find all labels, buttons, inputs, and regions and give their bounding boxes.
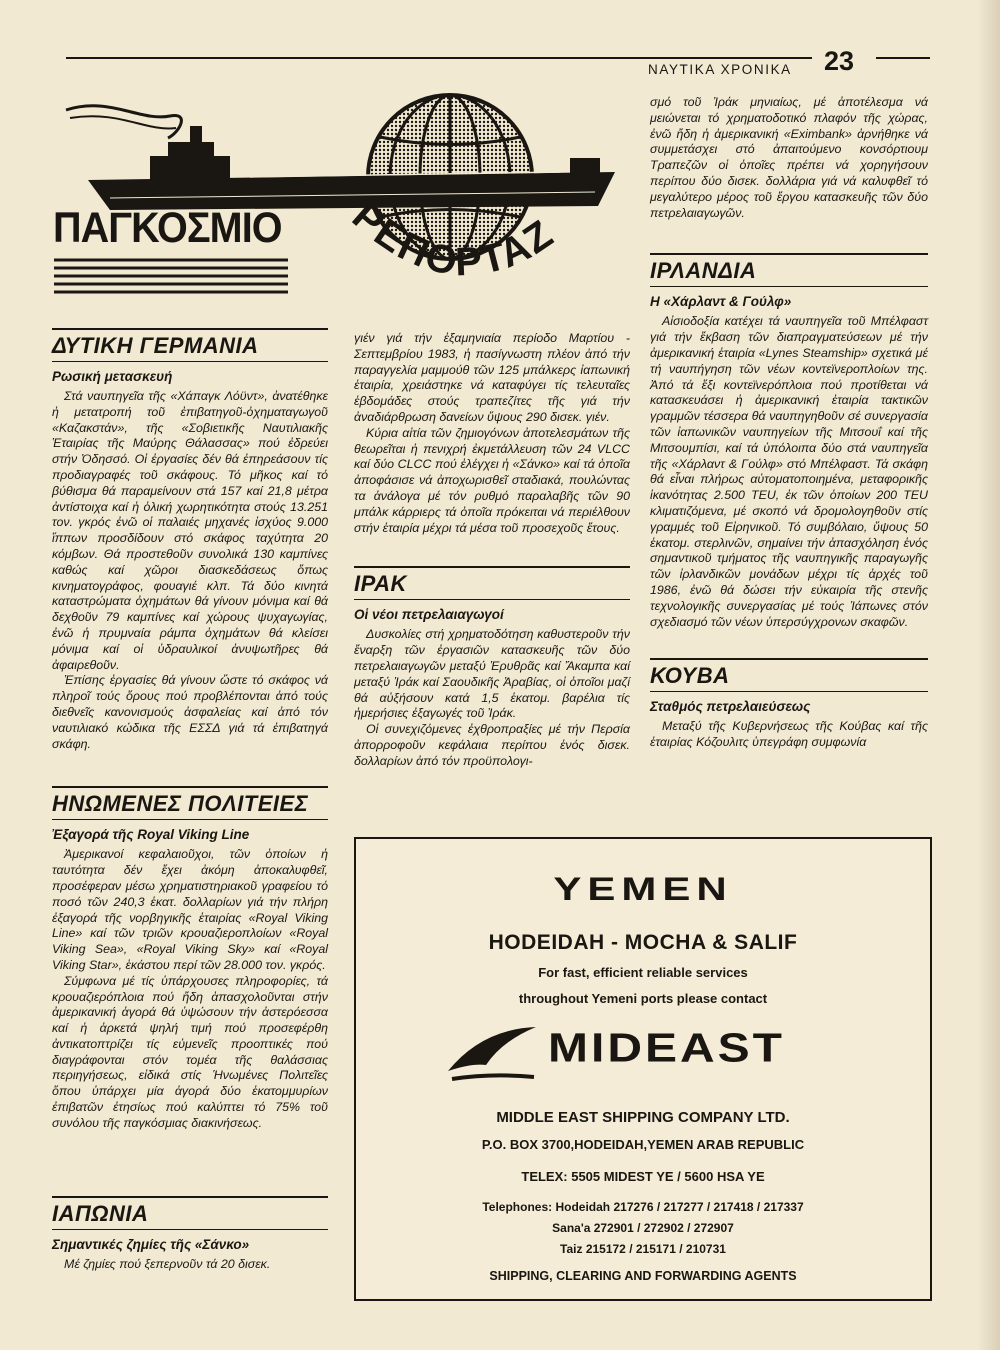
paragraph: Αἰσιοδοξία κατέχει τά ναυπηγεῖα τοῦ Μπέλφαστ γιά τήν ἔκβαση τῶν διαπραγματεύσεων μέ τήν ἀμερικανική ἑταιρία «Lynes Steamship» σχετικά μέ τή ναυπήγηση τῶν νέων κοντεϊνεροπλοίων της. Ἀπό τά ἕξι κοντεϊνερόπλοια πού προτίθεται νά κατασκευάσει ἡ ἀμερικανική ἑταιρία τακτικῶν γραμμῶν τέσσερα θά ναυπηγηθοῦν σέ συνεργασία τῶν ἰαπωνικῶν ναυπηγείων τῆς Μιτσουΐ καί τῆς Μιτσουμπίσι, καί τά ὑπόλοιπα δύο στά ναυπηγεῖα τῆς «Χάρλαντ & Γούλφ» στό Μπέλφαστ. Τά σκάφη θά εἶναι πλήρως αὐτοματοποιημένα, μεταφορικῆς ἱκανότητας 2.500 TEU, ἐκ τῶν ὁποίων 200 TEU κλιματιζόμενα, μέ σκοπό νά δρομολογηθοῦν στίς γραμμές τοῦ Εἰρηνικοῦ. Τό συμβόλαιο, ὕψους 50 ἑκατομ. στερλινῶν, σημαίνει τήν ἀπασχόληση ἑνός σημαντικοῦ τμήματος τῆς ναυπηγικῆς παραγωγῆς τῶν ἰρλανδικῶν μονάδων μέχρι τίς ἀρχές τοῦ 1986, ἐνῶ θά δώσει τήν εὐκαιρία τῆς στενῆς τεχνολογικῆς συνεργασίας μέ τούς Ἰάπωνες στόν σχεδιασμό τῶν νέων ὑπερσύγχρονων σκαφῶν. bbox=[650, 314, 928, 629]
section-rule bbox=[52, 1196, 328, 1198]
ad-telephones-taiz: Taiz 215172 / 215171 / 210731 bbox=[560, 1242, 726, 1256]
paragraph: Οἱ συνεχιζόμενες ἐχθροπραξίες μέ τήν Περσία ἀπορροφοῦν κεφάλαια περίπου ἑνός δισεκ. δολλαρίων ἀπό τόν προϋπολογι- bbox=[354, 722, 630, 768]
mideast-advertisement bbox=[354, 837, 932, 1301]
page-number: 23 bbox=[824, 46, 855, 76]
banner-title-right-text: ΡΕΠΟΡΤΑΖ bbox=[343, 200, 563, 285]
right-column bbox=[650, 95, 928, 751]
section-title-usa: ΗΝΩΜΕΝΕΣ ΠΟΛΙΤΕΙΕΣ bbox=[52, 791, 309, 817]
section-title-germany: ΔΥΤΙΚΗ ΓΕΡΜΑΝΙΑ bbox=[52, 333, 259, 358]
section-rule bbox=[52, 786, 328, 788]
ad-agents: SHIPPING, CLEARING AND FORWARDING AGENTS bbox=[489, 1269, 797, 1283]
section-underline bbox=[52, 361, 328, 362]
ad-company: MIDDLE EAST SHIPPING COMPANY LTD. bbox=[496, 1109, 790, 1126]
section-subtitle-japan: Σημαντικές ζημίες τῆς «Σάνκο» bbox=[52, 1237, 250, 1252]
banner-title-left: ΠΑΓΚΟΣΜΙΟ bbox=[53, 204, 282, 252]
ad-tagline-1: For fast, efficient reliable services bbox=[538, 965, 748, 980]
banner-title-right bbox=[340, 200, 590, 310]
magazine-name: ΝΑΥΤΙΚΑ ΧΡΟΝΙΚΑ bbox=[648, 62, 792, 77]
ad-address: P.O. BOX 3700,HODEIDAH,YEMEN ARAB REPUBLIC bbox=[481, 1137, 805, 1152]
paragraph: Ἐπίσης ἐργασίες θά γίνουν ὥστε τό σκάφος νά πληροῖ τούς ὅρους πού προβλέπονται ἀπό τούς διεθνεῖς κανονισμούς ἀσφαλείας καί ἀπό τόν ναυτιλιακό κώδικα τῆς ΕΣΣΔ γιά τά ἐπιβατηγά σκάφη. bbox=[52, 673, 328, 751]
middle-column bbox=[354, 331, 630, 770]
ad-ports: HODEIDAH - MOCHA & SALIF bbox=[488, 931, 798, 954]
section-rule bbox=[650, 253, 928, 255]
paragraph: Ἀμερικανοί κεφαλαιοῦχοι, τῶν ὁποίων ἡ ταυτότητα δέν ἔχει ἀκόμη ἀποκαλυφθεῖ, προσέφεραν μέσω χρηματιστηριακοῦ γραφείου τό ποσό τῶν 240,3 ἑκατ. δολλαρίων γιά τήν πλήρη ἐξαγορά τῆς νορβηγικῆς ἑταιρίας «Royal Viking Line» καί τῶν τριῶν κρουαζιεροπλοίων «Royal Viking Sea», «Royal Viking Sky» καί «Royal Viking Star», ἑκάστου περί τῶν 28.000 τον. γκρός. bbox=[52, 847, 328, 972]
section-rule bbox=[650, 658, 928, 660]
paragraph: Μεταξύ τῆς Κυβερνήσεως τῆς Κούβας καί τῆς ἑταιρίας Κόζουλιτς ὑπεγράφη συμφωνία bbox=[650, 719, 928, 750]
section-subtitle-usa: Ἐξαγορά τῆς Royal Viking Line bbox=[52, 827, 250, 843]
page-edge-shadow bbox=[978, 0, 1000, 1350]
section-subtitle-cuba: Σταθμός πετρελαιεύσεως bbox=[650, 699, 811, 715]
ad-yemen-logo: YEMEN bbox=[553, 870, 733, 907]
ad-brand: MIDEAST bbox=[548, 1025, 785, 1072]
header-rule-left bbox=[66, 57, 812, 59]
left-column bbox=[52, 328, 328, 1132]
header-rule-right bbox=[876, 57, 930, 59]
paragraph: Δυσκολίες στή χρηματοδότηση καθυστεροῦν τήν ἔναρξη τῶν ἐργασιῶν κατασκευῆς τῶν δύο πετρελαιαγωγῶν μεταξύ Ἐρυθρᾶς καί Ἄκαμπα καί μεταξύ Ἰράκ καί Σαουδικῆς Ἀραβίας, οἱ ὁποῖοι μαζί θά αὐξήσουν κατά 1,5 ἑκατομ. βαρέλια τίς ἡμερήσιες ἐξαγωγές τοῦ Ἰράκ. bbox=[354, 627, 630, 721]
section-rule bbox=[52, 328, 328, 330]
mideast-bird-logo-icon bbox=[442, 1019, 542, 1089]
paragraph: Στά ναυπηγεῖα τῆς «Χάπαγκ Λόϋντ», ἀνατέθηκε ἡ μετατροπή τοῦ ἐπιβατηγοῦ-ὀχηματαγωγοῦ «Καζακστάν», τῆς «Σοβιετικῆς Ναυτιλιακῆς Ἑταιρίας τῆς Μαύρης Θάλασσας» πού ἐδρεύει στήν Ὀδησσό. Οἱ ἐργασίες δέν θά ἐπηρεάσουν τίς προδιαγραφές τοῦ σκάφους. Τό μῆκος καί τό βύθισμα θά παραμείνουν στά 157 καί 21,8 μέτρα ἀντίστοιχα καί ἡ ὁλική χωρητικότητα στούς 13.251 τον. γκρός ἐνῶ οἱ παλαιές μηχανές ἰσχύος 9.000 ἵππων προσδίδουν στό σκάφος ταχύτητα 20 κόμβων. Θά προστεθοῦν συνολικά 130 καμπίνες καθώς καί χῶροι διασκεδάσεως ὅπως κινηματογράφος, φουαγιέ κλπ. Τά δύο κινητά καταστρώματα ὀχημάτων θά γίνουν μόνιμα καί θά δεχθοῦν 79 καμπίνες καί χώρους ψυχαγωγίας, ἐνῶ ἡ πρυμναία ράμπα ὀχημάτων θά κλείσει μόνιμα καί οἱ ὑδραυλικοί ἀνυψωτῆρες θά ἀφαιρεθοῦν. bbox=[52, 389, 328, 672]
paragraph: Μέ ζημίες πού ξεπερνοῦν τά 20 δισεκ. bbox=[64, 1257, 271, 1271]
section-subtitle-ireland: Η «Χάρλαντ & Γούλφ» bbox=[650, 294, 792, 310]
section-title-ireland: ΙΡΛΑΝΔΙΑ bbox=[650, 258, 757, 284]
svg-text:ΡΕΠΟΡΤΑΖ bbox=[344, 200, 562, 285]
section-title-iraq: ΙΡΑΚ bbox=[354, 571, 407, 597]
ad-telex: TELEX: 5505 MIDEST YE / 5600 HSA YE bbox=[521, 1169, 765, 1184]
paragraph: σμό τοῦ Ἰράκ μηνιαίως, μέ ἀποτέλεσμα νά μειώνεται τό χρηματοδοτικό πλαφόν τῆς χώρας, ἐνῶ ἤδη ἡ ἀμερικανική «Eximbank» ἀρνήθηκε νά συμμετάσχει στό ἀπαιτούμενο κονσόρτιουμ Τραπεζῶν οἱ ὁποῖες πρέπει νά χορηγήσουν περίπου δύο δισεκ. δολλάρια γιά νά καλυφθεῖ τό μεγαλύτερο μέρος τοῦ ἔργου κατασκευῆς τῶν δύο πετρελαιαγωγῶν. bbox=[650, 95, 928, 220]
tanker-ship-icon bbox=[88, 126, 615, 210]
section-underline bbox=[52, 1229, 328, 1230]
section-rule bbox=[354, 566, 630, 568]
ad-telephones-sanaa: Sana'a 272901 / 272902 / 272907 bbox=[552, 1221, 734, 1235]
section-subtitle-iraq: Οἱ νέοι πετρελαιαγωγοί bbox=[354, 607, 504, 623]
section-subtitle-germany: Ρωσική μετασκευή bbox=[52, 369, 173, 384]
paragraph: Σύμφωνα μέ τίς ὑπάρχουσες πληροφορίες, τά κρουαζιερόπλοια πού ἤδη ἀπασχολοῦνται στήν ἀμερικανική ἀγορά θά ὑψώσουν τήν ἀστερόεσσα καί ἡ ἀρκετά ψηλή τιμή πού προσεφέρθη ἀντικατοπτρίζει τίς εὐμενεῖς προοπτικές πού διαγράφονται στόν τομέα τῆς θαλάσσιας περιηγήσεως, εἰδικά στίς Ἡνωμένες Πολιτεῖες ὅπου ὑπάρχει μία ἀγορά δύο ἑκατομμυρίων ἐπιβατῶν ἐτησίως πού καλύπτει τό 75% τοῦ συνόλου τῆς παγκόσμιας διακινήσεως. bbox=[52, 973, 328, 1130]
paragraph: γιέν γιά τήν ἑξαμηνιαία περίοδο Μαρτίου - Σεπτεμβρίου 1983, ἡ πασίγνωστη πλέον ἀπό τήν παραγγελία μαμμούθ τῶν 125 μπάλκερς ἰαπωνική ἑταιρία, χρειάστηκε νά καταφύγει τίς τελευταῖες ἑβδομάδες στούς τραπεζίτες τῆς γιά τήν ἀναδιάρθρωση δανείων ὕψους 290 δισεκ. γιέν. bbox=[354, 331, 630, 424]
left-column-japan bbox=[52, 1196, 328, 1273]
section-underline bbox=[650, 691, 928, 692]
ad-tagline-2: throughout Yemeni ports please contact bbox=[518, 991, 768, 1006]
smoke-plume bbox=[66, 106, 181, 138]
waves-decoration bbox=[54, 260, 288, 292]
ad-telephones-hodeidah: Telephones: Hodeidah 217276 / 217277 / 217418 / 217337 bbox=[482, 1200, 804, 1214]
section-underline bbox=[52, 819, 328, 820]
section-title-cuba: ΚΟΥΒΑ bbox=[650, 663, 730, 689]
section-title-japan: ΙΑΠΩΝΙΑ bbox=[52, 1201, 149, 1226]
paragraph: Κύρια αἰτία τῶν ζημιογόνων ἀποτελεσμάτων τῆς θεωρεῖται ἡ πενιχρή ἐκμετάλλευση τῶν 24 VLCC καί δύο CLCC πού ἐλέγχει ἡ «Σάνκο» καί τά ὁποῖα ἀποφάσισε νά ἀποχωρισθεῖ σταδιακά, πουλώντας τα ἀνάλογα μέ τόν ρυθμό παραλαβῆς τῶν 90 μπάλκ κάρριερς τά ὁποῖα πρόκειται νά περιέλθουν στήν ἑταιρία μέχρι τά μέσα τοῦ προσεχοῦς ἔτους. bbox=[354, 425, 630, 535]
section-underline bbox=[354, 599, 630, 600]
section-underline bbox=[650, 286, 928, 287]
